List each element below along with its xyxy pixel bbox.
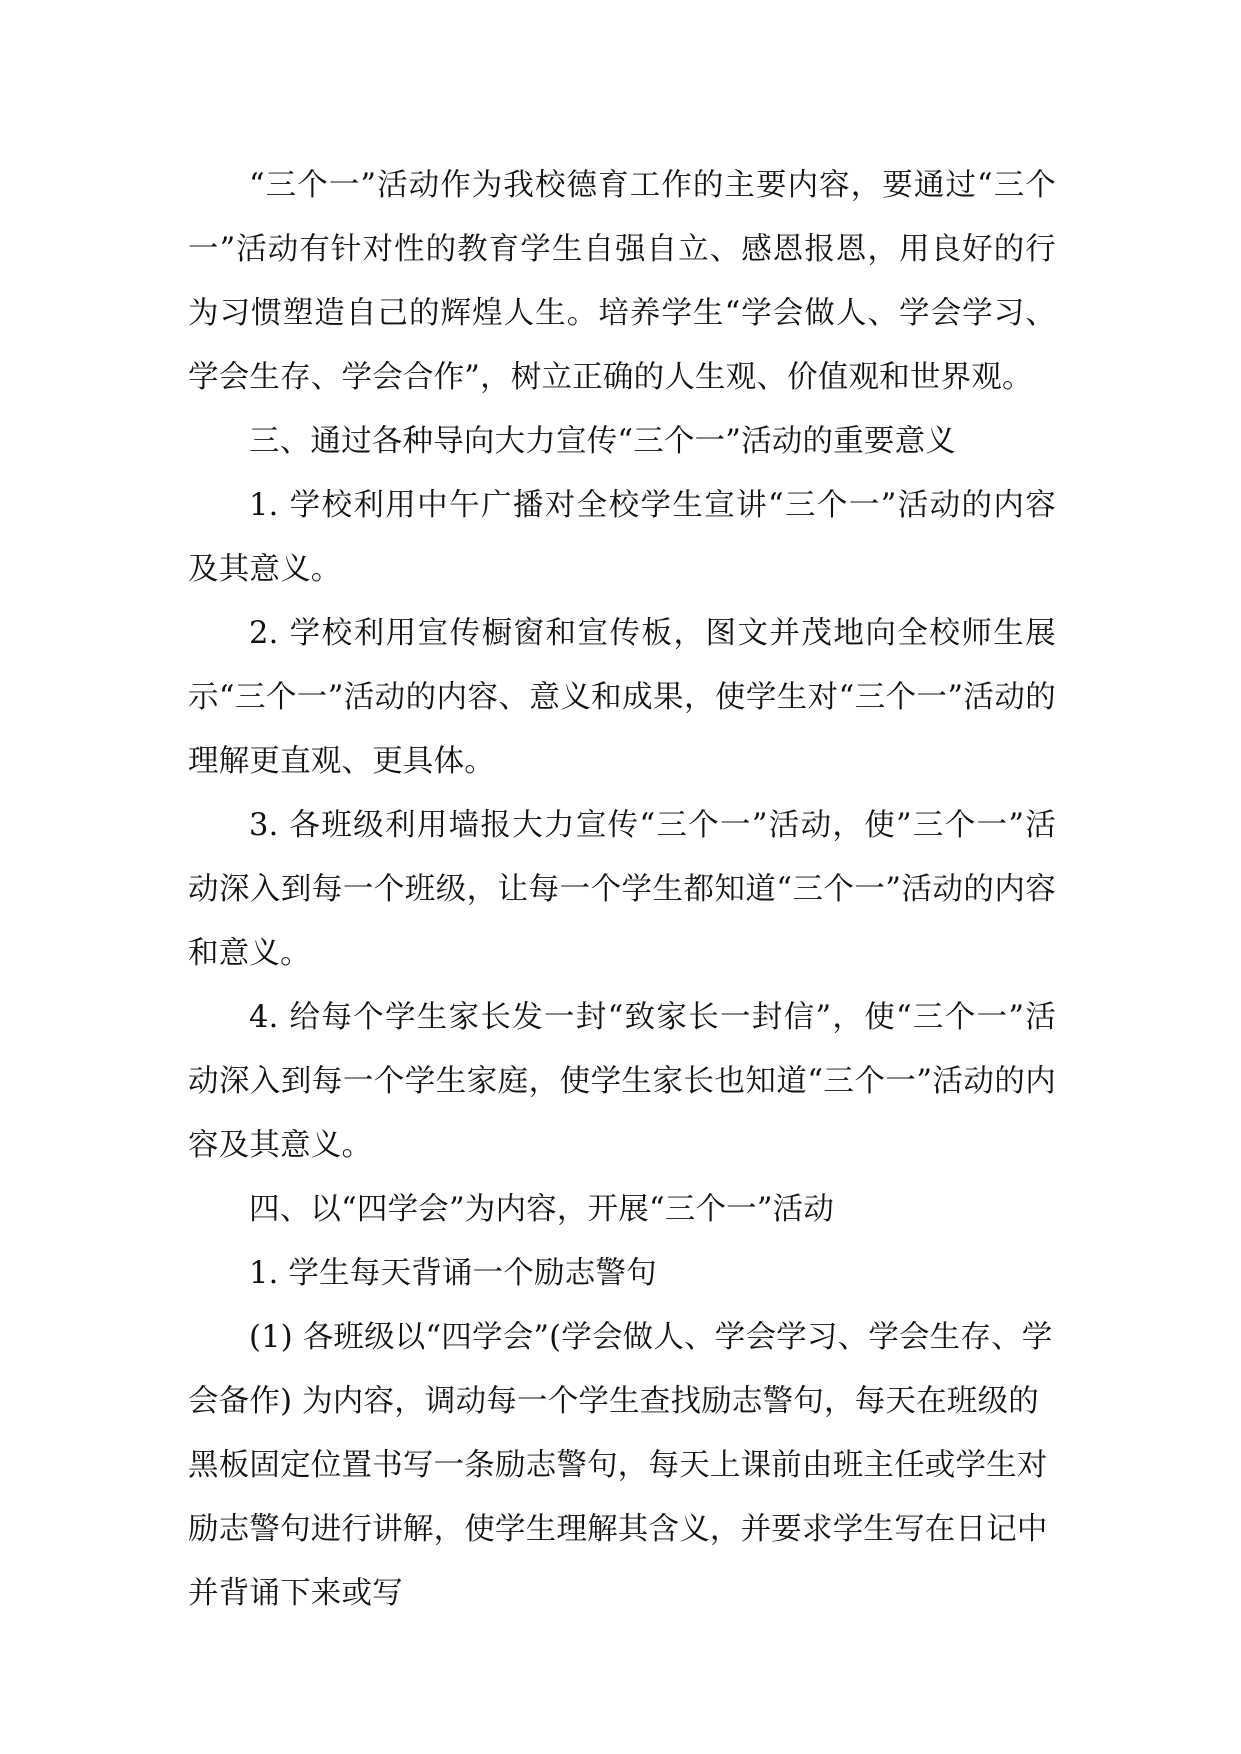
list-item-3: 3. 各班级利用墙报大力宣传“三个一”活动，使”三个一”活动深入到每一个班级，让每一个学生都知道“三个一”活动的内容和意义。 [188, 808, 1056, 971]
document-body [188, 154, 1056, 1626]
section-heading-3: 三、通过各种导向大力宣传“三个一”活动的重要意义 [249, 424, 956, 459]
list-item-1: 1. 学校利用中午广播对全校学生宣讲“三个一”活动的内容及其意义。 [188, 488, 1056, 587]
list-item-2: 2. 学校利用宣传橱窗和宣传板，图文并茂地向全校师生展示“三个一”活动的内容、意义和成果，使学生对“三个一”活动的理解更直观、更具体。 [188, 616, 1056, 779]
list-item-4: 4. 给每个学生家长发一封“致家长一封信”，使“三个一”活动深入到每一个学生家庭，使学生家长也知道“三个一”活动的内容及其意义。 [188, 1000, 1056, 1163]
subitem-1: (1) 各班级以“四学会”(学会做人、学会学习、学会生存、学会备作) 为内容，调动每一个学生查找励志警句，每天在班级的黑板固定位置书写一条励志警句，每天上课前由班主任或学生对励志警句进行讲解，使学生理解其含义，并要求学生写在日记中并背诵下来或写 [188, 1320, 1053, 1611]
section-heading-4: 四、以“四学会”为内容，开展“三个一”活动 [249, 1192, 835, 1227]
subsection-heading-1: 1. 学生每天背诵一个励志警句 [249, 1256, 657, 1291]
paragraph-purpose: “三个一”活动作为我校德育工作的主要内容，要通过“三个一”活动有针对性的教育学生自强自立、感恩报恩，用良好的行为习惯塑造自己的辉煌人生。培养学生“学会做人、学会学习、学会生存、学会合作”，树立正确的人生观、价值观和世界观。 [188, 168, 1056, 395]
